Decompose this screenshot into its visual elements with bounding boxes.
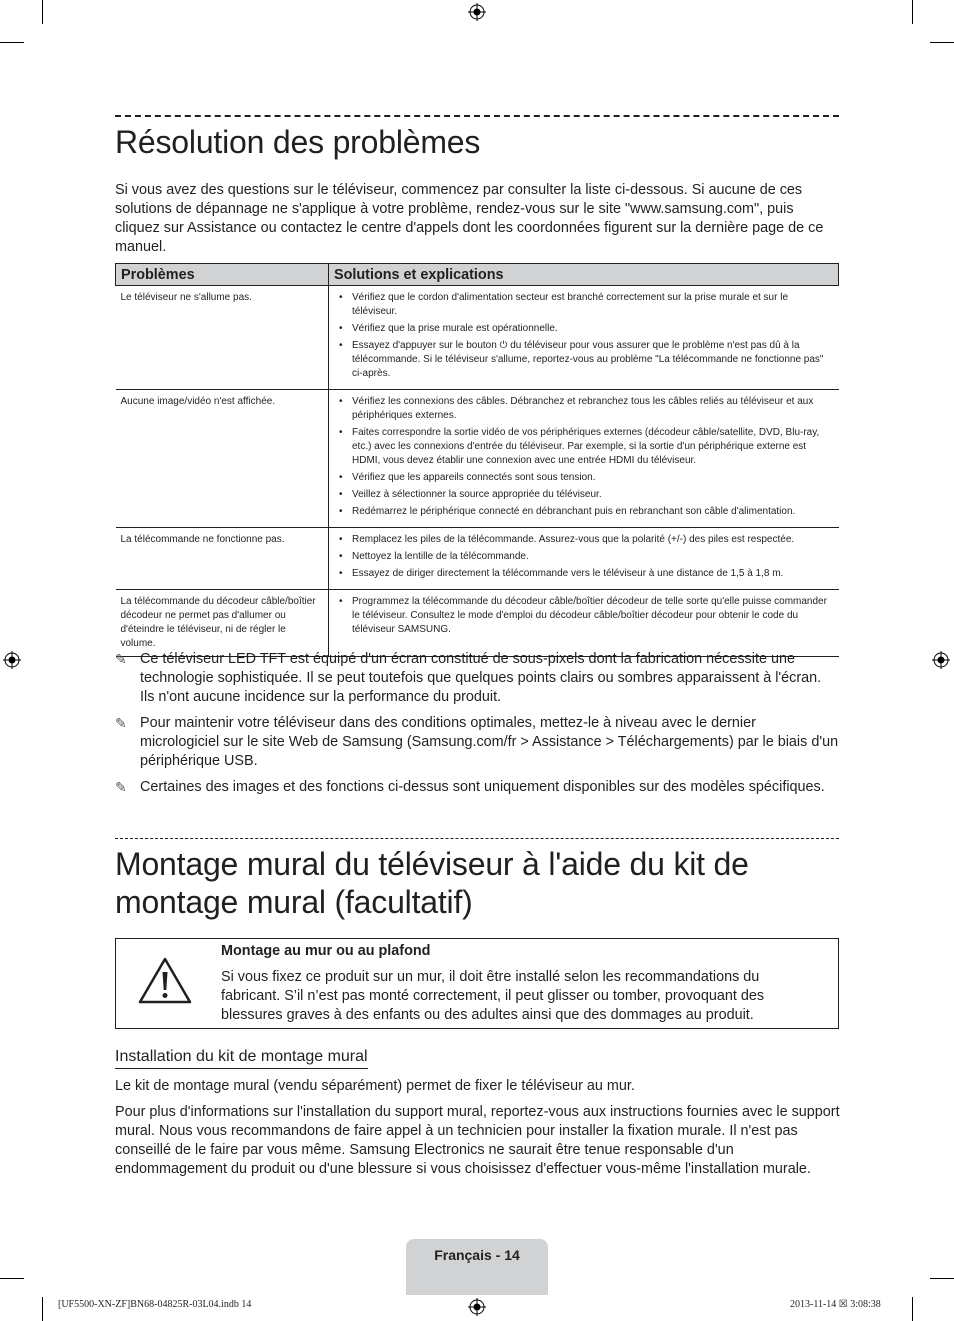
crop-mark <box>42 1297 43 1321</box>
problem-cell: Aucune image/vidéo n'est affichée. <box>116 390 329 528</box>
section-title: Montage mural du téléviseur à l'aide du kit de montage mural (facultatif) <box>115 846 749 920</box>
pencil-note-icon: ✎ <box>115 651 127 667</box>
paragraph: Le kit de montage mural (vendu séparément) permet de fixer le téléviseur au mur. <box>115 1078 635 1094</box>
page-title: Résolution des problèmes <box>115 124 481 160</box>
note-item: ✎ Ce téléviseur LED TFT est équipé d'un écran constitué de sous-pixels dont la fabrication nécessite une technologie sophistiquée. Il se peut toutefois que quelques points clairs ou sombres apparaissent à l'écran. Ils n'ont aucune incidence sur la performance du produit. <box>115 651 822 705</box>
footer-file-info: [UF5500-XN-ZF]BN68-04825R-03L04.indb 14 <box>58 1299 252 1310</box>
warning-box <box>115 938 839 1029</box>
solution-item: • Vérifiez que la prise murale est opérationnelle. <box>334 322 834 336</box>
solution-item: • Remplacez les piles de la télécommande. Assurez-vous que la polarité (+/-) des piles est respectée. <box>334 533 834 547</box>
warning-body: Si vous fixez ce produit sur un mur, il doit être installé selon les recommandations du fabricant. S’il n’est pas monté correctement, il peut glisser ou tomber, provoquant des blessures graves à des enfants ou des adultes ainsi que des dommages au produit. <box>221 969 765 1023</box>
section-divider <box>115 838 839 839</box>
crop-mark <box>930 1278 954 1279</box>
page-number-tab <box>406 1239 548 1295</box>
table-row <box>116 528 839 590</box>
solution-item: • Veillez à sélectionner la source appropriée du téléviseur. <box>334 488 834 502</box>
warning-triangle-icon <box>137 956 193 1006</box>
note-item: ✎ Certaines des images et des fonctions ci-dessus sont uniquement disponibles sur des modèles spécifiques. <box>115 779 825 795</box>
solution-item: • Vérifiez que le cordon d'alimentation secteur est branché correctement sur la prise murale et sur le téléviseur. <box>334 291 834 319</box>
table-header-solutions: Solutions et explications <box>329 264 839 286</box>
registration-mark-icon <box>932 651 950 669</box>
solutions-cell <box>329 286 839 390</box>
registration-mark-icon <box>3 651 21 669</box>
pencil-note-icon: ✎ <box>115 779 127 795</box>
crop-mark <box>912 1297 913 1321</box>
paragraph: Pour plus d'informations sur l'installation du support mural, reportez-vous aux instructions fournies avec le support mural. Nous vous recommandons de faire appel à un technicien pour installer la fixation murale. Il n'est pas conseillé de le faire par vous même. Samsung Electronics ne saurait être tenue responsable d'un endommagement du produit ou d'une blessure si vous choisissez d'effectuer vous-même l'installation murale. <box>115 1104 840 1177</box>
solution-item: • Programmez la télécommande du décodeur câble/boîtier décodeur de telle sorte qu'elle puisse commander le téléviseur. Consultez le mode d'emploi du décodeur câble/boîtier décodeur pour obtenir le code du téléviseur SAMSUNG. <box>334 595 834 637</box>
intro-paragraph: Si vous avez des questions sur le téléviseur, commencez par consulter la liste ci-dessous. Si aucune de ces solutions de dépannage ne s'applique à votre problème, rendez-vous sur le site "www.samsung.com", puis cliquez sur Assistance ou contactez le centre d'appels dont les coordonnées figurent sur la dernière page de ce manuel. <box>115 182 824 255</box>
section-divider <box>115 115 839 117</box>
table-row <box>116 590 839 657</box>
table-header-problems: Problèmes <box>116 264 329 286</box>
crop-mark <box>42 0 43 24</box>
crop-mark <box>0 1278 24 1279</box>
problem-cell: La télécommande ne fonctionne pas. <box>116 528 329 590</box>
solution-item: • Redémarrez le périphérique connecté en débranchant puis en rebranchant son câble d'alimentation. <box>334 505 834 519</box>
solutions-cell <box>329 390 839 528</box>
solutions-cell <box>329 590 839 657</box>
solution-item: • Vérifiez que les appareils connectés sont sous tension. <box>334 471 834 485</box>
warning-title: Montage au mur ou au plafond <box>221 943 431 959</box>
table-row <box>116 390 839 528</box>
solution-item: • Essayez d'appuyer sur le bouton ⏻ du téléviseur pour vous assurer que le problème n'est pas dû à la télécommande. Si le téléviseur s'allume, reportez-vous au problème "La télécommande ne fonctionne pas" ci-après. <box>334 339 834 381</box>
pencil-note-icon: ✎ <box>115 715 127 731</box>
subheading: Installation du kit de montage mural <box>115 1047 368 1069</box>
solution-item: • Nettoyez la lentille de la télécommande. <box>334 550 834 564</box>
problem-cell: Le téléviseur ne s'allume pas. <box>116 286 329 390</box>
solution-item: • Faites correspondre la sortie vidéo de vos périphériques externes (décodeur câble/satellite, DVD, Blu-ray, etc.) avec les connexions d'entrée du téléviseur. Par exemple, si la sortie d'un périphérique externe est HDMI, vous devez établir une connexion avec une entrée HDMI du téléviseur. <box>334 426 834 468</box>
crop-mark <box>912 0 913 24</box>
solution-item: • Vérifiez les connexions des câbles. Débranchez et rebranchez tous les câbles reliés au téléviseur et aux périphériques externes. <box>334 395 834 423</box>
solutions-cell <box>329 528 839 590</box>
footer-timestamp: 2013-11-14 ☒ 3:08:38 <box>790 1299 881 1310</box>
table-row <box>116 286 839 390</box>
crop-mark <box>930 42 954 43</box>
registration-mark-icon <box>468 1298 486 1316</box>
crop-mark <box>0 42 24 43</box>
problem-cell: La télécommande du décodeur câble/boîtier décodeur ne permet pas d'allumer ou d'éteindre le téléviseur, ni de régler le volume. <box>116 590 329 657</box>
page-number: Français - 14 <box>434 1247 520 1263</box>
solution-item: • Essayez de diriger directement la télécommande vers le téléviseur à une distance de 1,5 à 1,8 m. <box>334 567 834 581</box>
registration-mark-icon <box>468 3 486 21</box>
note-item: ✎ Pour maintenir votre téléviseur dans des conditions optimales, mettez-le à niveau avec le dernier micrologiciel sur le site Web de Samsung (Samsung.com/fr > Assistance > Téléchargements) par le biais d'un périphérique USB. <box>115 715 839 769</box>
troubleshooting-table <box>115 263 839 657</box>
